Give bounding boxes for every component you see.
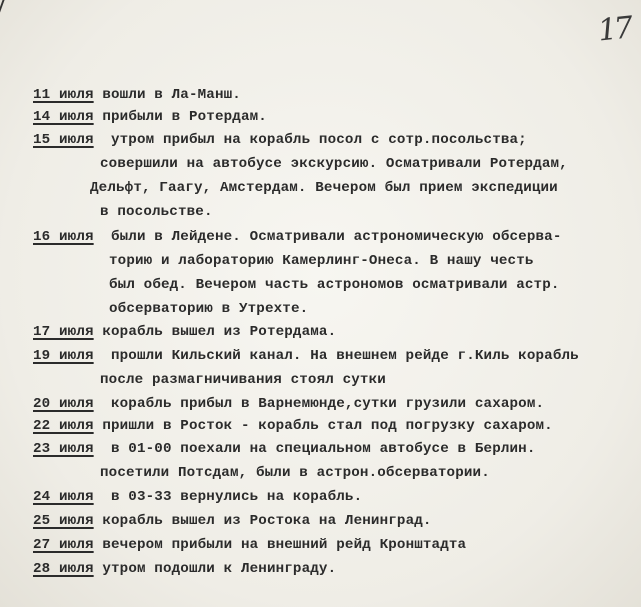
- entry-line: [33, 228, 562, 246]
- entry-text: был обед. Вечером часть астрономов осматривали астр.: [109, 277, 560, 293]
- entry-text: Дельфт, Гаагу, Амстердам. Вечером был прием экспедиции: [90, 180, 558, 196]
- entry-line: [33, 560, 336, 578]
- entry-text: вечером прибыли на внешний рейд Кронштадта: [102, 537, 467, 553]
- entry-line: [33, 108, 267, 126]
- entry-text: обсерваторию в Утрехте.: [109, 301, 309, 317]
- corner-mark: [0, 0, 11, 14]
- entry-text: в 03-33 вернулись на корабль.: [110, 489, 363, 505]
- entry-text: прибыли в Ротердам.: [102, 109, 267, 125]
- entry-line: [33, 488, 362, 506]
- entry-date: 20 июля: [33, 396, 94, 412]
- entry-text: прошли Кильский канал. На внешнем рейде г.Киль корабль: [110, 348, 579, 364]
- entry-date: 19 июля: [33, 348, 94, 364]
- entry-line: [33, 131, 527, 149]
- entry-text: утром прибыл на корабль посол с сотр.посольства;: [110, 132, 527, 148]
- entry-date: 16 июля: [33, 229, 94, 245]
- entry-line: [33, 395, 544, 413]
- entry-line: [33, 512, 432, 530]
- entry-date: 28 июля: [33, 561, 94, 577]
- entry-line: [33, 536, 466, 554]
- entry-text: после размагничивания стоял сутки: [100, 372, 386, 388]
- entry-date: 27 июля: [33, 537, 94, 553]
- entry-text: в посольстве.: [100, 204, 213, 220]
- entry-text: корабль прибыл в Варнемюнде,сутки грузили сахаром.: [110, 396, 545, 412]
- entry-text: совершили на автобусе экскурсию. Осматривали Ротердам,: [100, 156, 568, 172]
- entry-text: торию и лабораторию Камерлинг-Онеса. В нашу честь: [109, 253, 534, 269]
- entry-text: посетили Потсдам, были в астрон.обсерватории.: [100, 465, 490, 481]
- entry-line: [33, 86, 241, 104]
- entry-line: [33, 347, 579, 365]
- entry-date: 24 июля: [33, 489, 94, 505]
- entry-text: в 01-00 поехали на специальном автобусе в Берлин.: [110, 441, 536, 457]
- entry-date: 11 июля: [33, 87, 94, 103]
- entry-line: [33, 440, 536, 458]
- entry-line: [33, 417, 553, 435]
- entry-text: корабль вышел из Ротердама.: [102, 324, 337, 340]
- entry-text: пришли в Росток - корабль стал под погрузку сахаром.: [102, 418, 553, 434]
- entry-text: вошли в Ла-Манш.: [102, 87, 241, 103]
- entry-date: 17 июля: [33, 324, 94, 340]
- entry-line: [33, 323, 336, 341]
- entry-date: 15 июля: [33, 132, 94, 148]
- entry-text: утром подошли к Ленинграду.: [102, 561, 337, 577]
- entry-date: 23 июля: [33, 441, 94, 457]
- entry-text: корабль вышел из Ростока на Ленинград.: [102, 513, 432, 529]
- entry-text: были в Лейдене. Осматривали астрономическую обсерва-: [110, 229, 562, 245]
- entry-date: 22 июля: [33, 418, 94, 434]
- entry-date: 25 июля: [33, 513, 94, 529]
- entry-date: 14 июля: [33, 109, 94, 125]
- page-number: 17: [596, 10, 632, 49]
